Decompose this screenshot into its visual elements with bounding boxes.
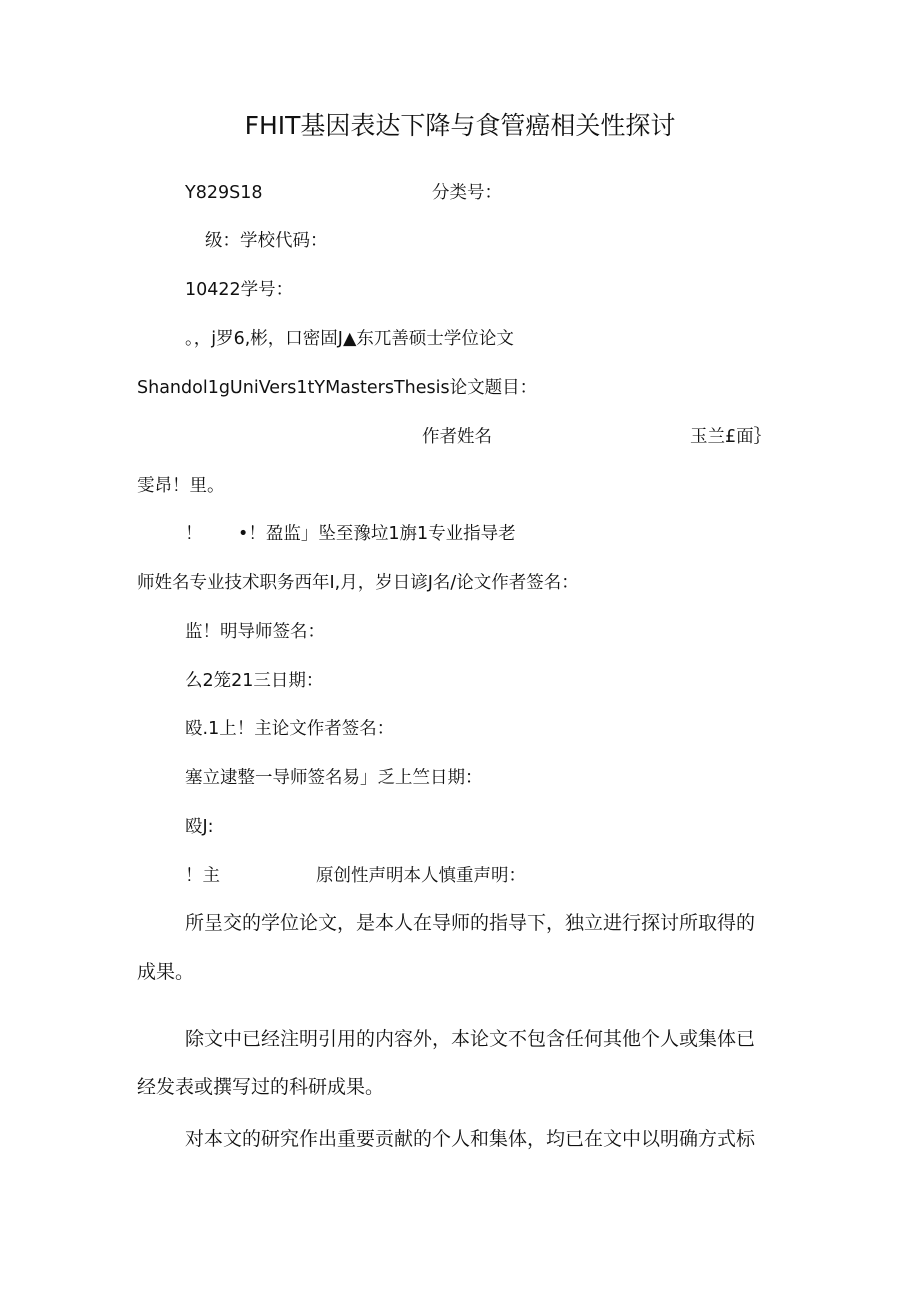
english-thesis-line: Shandol1gUniVers1tYMastersThesis论文题目： <box>137 378 538 398</box>
document-title: FHIT基因表达下降与食管癌相关性探讨 <box>244 111 676 140</box>
author-name-value: 玉兰£面｝ <box>690 427 772 447</box>
paragraph-2-line-1: 除文中已经注明引用的内容外，本论文不包含任何其他个人或集体已 <box>185 1028 756 1050</box>
date-line-1: 么2笼21三日期： <box>185 671 324 691</box>
classification-label: 分类号： <box>432 183 502 203</box>
garbled-line-3: 殴J: <box>185 817 214 837</box>
advisor-info-line: 师姓名专业技术职务西年I,月，岁日谚J名/论文作者签名： <box>137 573 579 593</box>
paragraph-1-line-2: 成果。 <box>137 961 195 983</box>
author-signature-2: 殴.1上！主论文作者签名： <box>185 719 395 739</box>
garbled-line-4: ！主 <box>185 866 220 886</box>
paragraph-2-line-2: 经发表或撰写过的科研成果。 <box>137 1076 385 1098</box>
student-number-label: 10422学号： <box>185 280 294 300</box>
level-school-code: 级：学校代码： <box>205 231 328 251</box>
code-left: Y829S18 <box>185 183 263 203</box>
declaration-heading: 原创性声明本人慎重声明： <box>316 866 526 886</box>
advisor-signature-1: 监！明导师签名： <box>185 622 325 642</box>
advisor-signature-2: 塞立逮整一导师签名易」乏上竺日期： <box>185 768 483 788</box>
paragraph-1-line-1: 所呈交的学位论文，是本人在导师的指导下，独立进行探讨所取得的 <box>185 912 756 934</box>
school-name-line: 。，j罗6,彬，口密固J▲东兀善硕士学位论文 <box>185 329 514 349</box>
garbled-line-1: 雯昂！里。 <box>137 476 225 496</box>
garbled-line-2b: •！盈监」坠至豫垃1旃1专业指导老 <box>238 524 516 544</box>
garbled-line-2a: ！ <box>185 524 203 544</box>
paragraph-3-line-1: 对本文的研究作出重要贡献的个人和集体，均已在文中以明确方式标 <box>185 1128 756 1150</box>
author-name-label: 作者姓名 <box>422 427 492 447</box>
